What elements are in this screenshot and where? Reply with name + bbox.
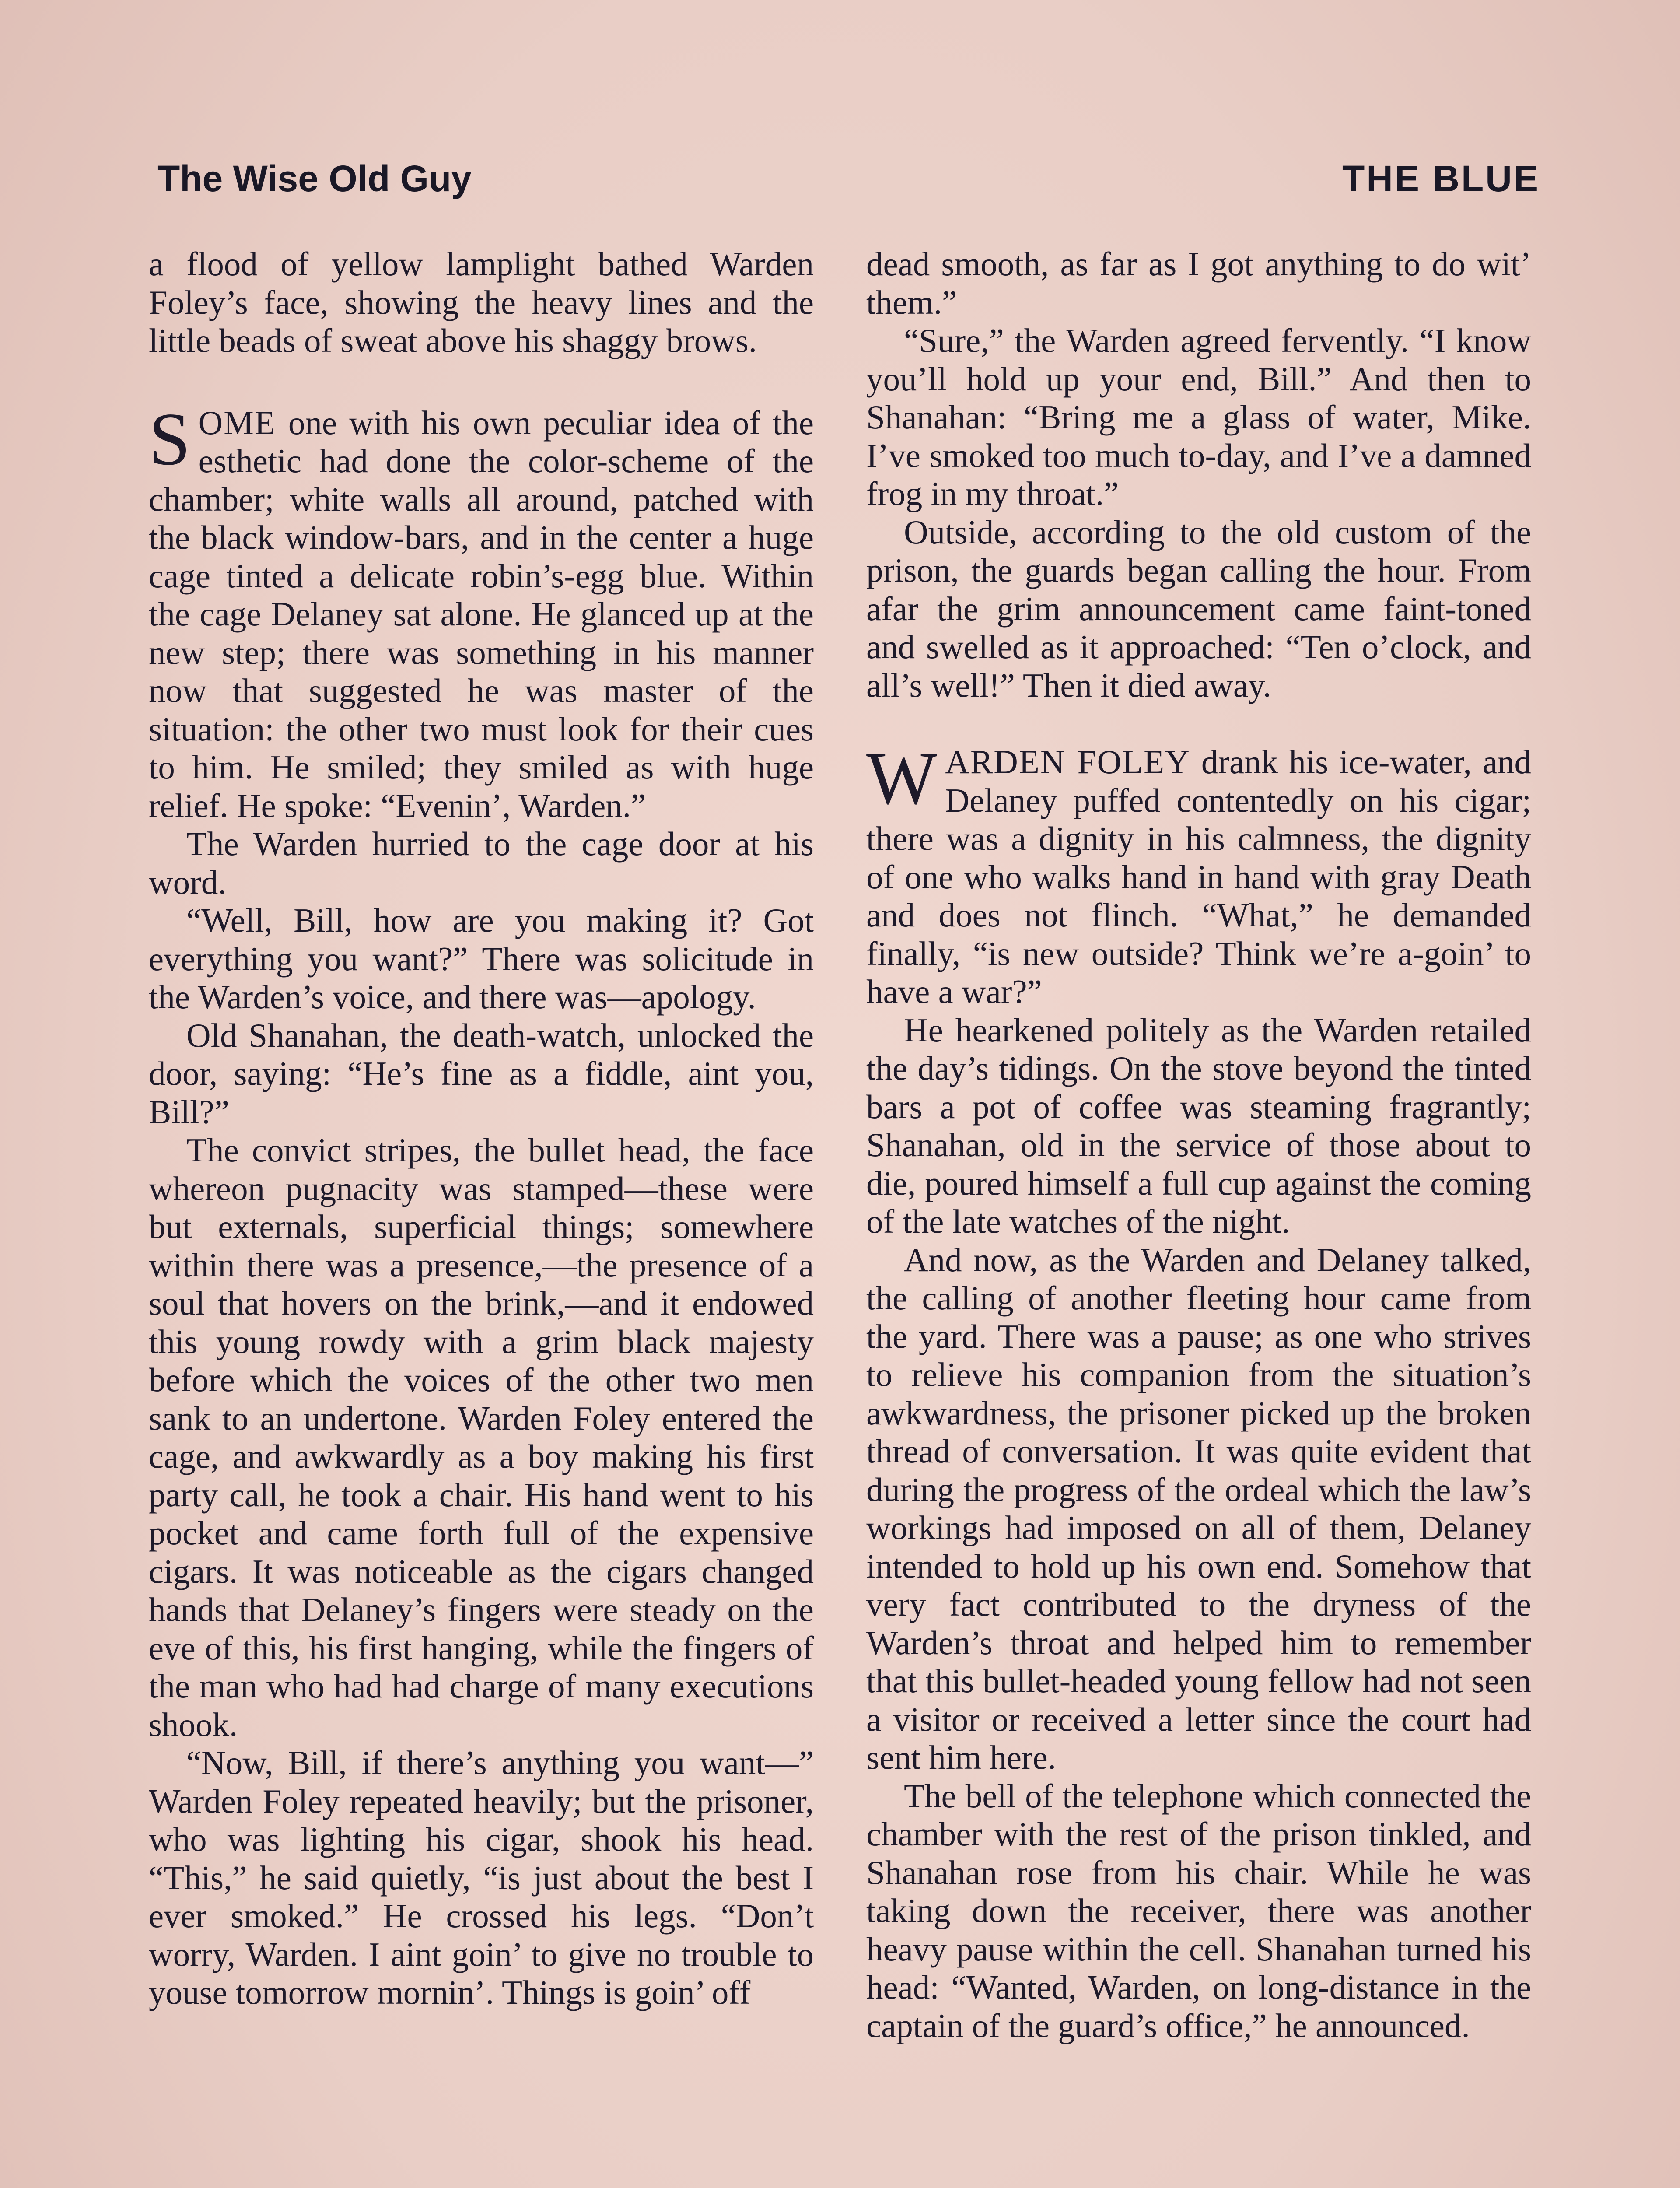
- story-title: The Wise Old Guy: [158, 158, 472, 199]
- left-column: [149, 245, 814, 2012]
- section-paragraph: [149, 397, 814, 825]
- paragraph: “Sure,” the Warden agreed fervently. “I know you’ll hold up your end, Bill.” And then to Shanahan: “Bring me a glass of water, Mike. I’ve smoked too much to-day, and I’ve a damned frog in my throat.”: [866, 322, 1531, 512]
- magazine-name: THE BLUE: [1342, 158, 1540, 199]
- paragraph: And now, as the Warden and Delaney talked, the calling of another fleeting hour came from the yard. There was a pause; as one who strives to relieve his companion from the situation’s awkwardness, the prisoner picked up the broken thread of conversation. It was quite evident that during the progress of the ordeal which the law’s workings had imposed on all of them, Delaney intended to hold up his own end. Somehow that very fact contributed to the dryness of the Warden’s throat and helped him to remember that this bullet-headed young fellow had not seen a visitor or received a letter since the court had sent him here.: [866, 1241, 1531, 1776]
- paragraph-text: one with his own peculiar idea of the esthetic had done the color-scheme of the chamber; white walls all around, patched with the black window-bars, and in the center a huge cage tinted a delicate robin’s-egg blue. Within the cage Delaney sat alone. He glanced up at the new step; there was something in his manner now that suggested he was master of the situation: the other two must look for their cues to him. He smiled; they smiled as with huge relief. He spoke: “Evenin’, Warden.”: [149, 403, 814, 824]
- paragraph: The convict stripes, the bullet head, the face whereon pugnacity was stamped—these were but externals, superficial things; somewhere within there was a presence,—the presence of a soul that hovers on the brink,—and it endowed this young rowdy with a grim black majesty before which the voices of the other two men sank to an undertone. Warden Foley entered the cage, and awkwardly as a boy making his first party call, he took a chair. His hand went to his pocket and came forth full of the expensive cigars. It was noticeable as the cigars changed hands that Delaney’s fingers were steady on the eve of this, his first hanging, while the fingers of the man who had had charge of many executions shook.: [149, 1131, 814, 1743]
- paragraph-text: drank his ice-water, and Delaney puffed contentedly on his cigar; there was a dignity in his calmness, the dignity of one who walks hand in hand with gray Death and does not flinch. “What,” he demanded finally, “is new outside? Think we’re a-goin’ to have a war?”: [866, 743, 1531, 1010]
- paragraph: Outside, according to the old custom of the prison, the guards began calling the hour. From afar the grim announcement came faint-toned and swelled as it approached: “Ten o’clock, and all’s well!” Then it died away.: [866, 513, 1531, 704]
- right-column: [866, 245, 1531, 2045]
- paragraph: Old Shanahan, the death-watch, unlocked the door, saying: “He’s fine as a fiddle, aint you, Bill?”: [149, 1016, 814, 1131]
- paragraph: The Warden hurried to the cage door at his word.: [149, 825, 814, 901]
- paragraph: He hearkened politely as the Warden retailed the day’s tidings. On the stove beyond the tinted bars a pot of coffee was steaming fragrantly; Shanahan, old in the service of those about to die, poured himself a full cup against the coming of the late watches of the night.: [866, 1011, 1531, 1240]
- paragraph: dead smooth, as far as I got anything to do wit’ them.”: [866, 245, 1531, 321]
- small-caps-lead: OME: [198, 403, 276, 442]
- small-caps-lead: ARDEN FOLEY: [945, 743, 1190, 781]
- drop-cap: S: [149, 397, 191, 481]
- running-head: [158, 158, 1540, 210]
- paragraph: a flood of yellow lamplight bathed Warden Foley’s face, showing the heavy lines and the little beads of sweat above his shaggy brows.: [149, 245, 814, 359]
- paragraph: “Well, Bill, how are you making it? Got everything you want?” There was solicitude in the Warden’s voice, and there was—apology.: [149, 901, 814, 1016]
- section-paragraph: [866, 737, 1531, 1011]
- paragraph: “Now, Bill, if there’s anything you want—” Warden Foley repeated heavily; but the prisoner, who was lighting his cigar, shook his head. “This,” he said quietly, “is just about the best I ever smoked.” He crossed his legs. “Don’t worry, Warden. I aint goin’ to give no trouble to youse tomorrow mornin’. Things is goin’ off: [149, 1744, 814, 2011]
- paragraph: The bell of the telephone which connected the chamber with the rest of the prison tinkled, and Shanahan rose from his chair. While he was taking down the receiver, there was another heavy pause within the cell. Shanahan turned his head: “Wanted, Warden, on long-distance in the captain of the guard’s office,” he announced.: [866, 1777, 1531, 2044]
- drop-cap: W: [866, 737, 938, 820]
